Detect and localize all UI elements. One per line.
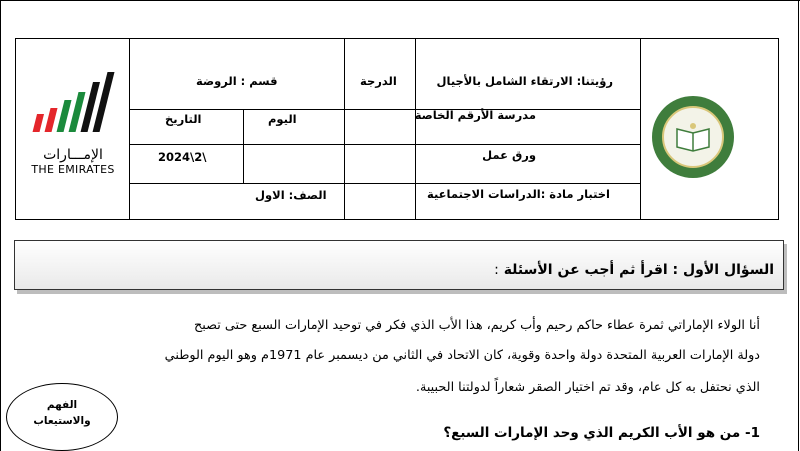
table-divider xyxy=(129,144,640,145)
passage-line-3: الذي نحتفل به كل عام، وقد تم اختيار الصقر شعاراً لدولتنا الحبيبة. xyxy=(415,380,760,395)
passage-line-1: أنا الولاء الإماراتي ثمرة عطاء حاكم رحيم وأب كريم، هذا الأب الذي فكر في توحيد الإمارات السبع حتى تصبح xyxy=(194,318,760,333)
skill-bubble xyxy=(6,383,118,451)
section-title-text: السؤال الأول : اقرأ ثم أجب عن الأسئلة xyxy=(503,262,774,278)
page-frame-right xyxy=(798,0,799,451)
section-title-colon: : xyxy=(494,262,499,278)
table-divider xyxy=(640,39,641,220)
page-frame-left xyxy=(0,0,1,451)
school-vision: رؤيتنا: الارتقاء الشامل بالأجيال xyxy=(436,74,613,88)
day-label: اليوم xyxy=(268,112,297,126)
date-label: التاريخ xyxy=(165,112,202,126)
worksheet-label: ورق عمل xyxy=(482,148,536,162)
table-divider xyxy=(129,109,640,110)
grade-label: الدرجة xyxy=(360,74,397,88)
page-frame-top xyxy=(0,0,800,1)
school-name: مدرسة الأرقم الخاصة xyxy=(414,108,536,122)
emirates-logo-arabic: الإمـــارات xyxy=(43,147,103,163)
section-label: قسم : الروضة xyxy=(196,74,278,88)
table-divider xyxy=(129,39,130,220)
class-label: الصف: الاول xyxy=(255,188,327,202)
school-logo-emblem xyxy=(662,106,724,168)
section-title xyxy=(494,262,774,278)
passage-line-2: دولة الإمارات العربية المتحدة دولة واحدة وقوية، كان الاتحاد في الثاني من ديسمبر عام 1971م وهو اليوم الوطني xyxy=(164,348,760,363)
table-divider xyxy=(243,109,244,183)
school-logo xyxy=(652,96,734,178)
skill-bubble-line-1: الفهم xyxy=(46,399,78,411)
table-divider xyxy=(344,39,345,220)
emirates-logo xyxy=(30,70,116,190)
book-icon xyxy=(673,121,713,153)
table-divider xyxy=(415,39,416,220)
subject-label: اختبار مادة :الدراسات الاجتماعية xyxy=(427,187,610,201)
uae-flag-bars-icon xyxy=(30,70,116,145)
question-1: 1- من هو الأب الكريم الذي وحد الإمارات السبع؟ xyxy=(443,425,760,441)
skill-bubble-line-2: والاستيعاب xyxy=(33,415,91,427)
table-divider xyxy=(129,183,640,184)
date-value: 2024\2\ xyxy=(158,150,207,164)
emirates-logo-english: THE EMIRATES xyxy=(31,163,115,176)
